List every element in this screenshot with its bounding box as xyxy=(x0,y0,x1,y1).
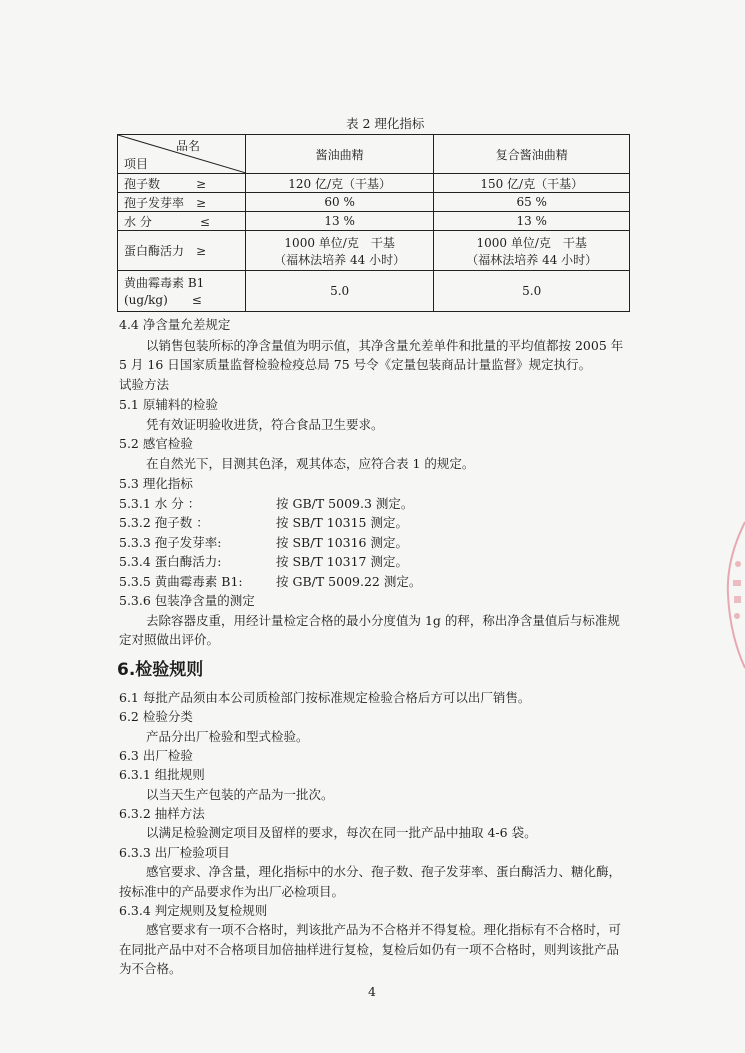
section-heading: 6.2 检验分类 xyxy=(119,709,193,724)
section-heading: 5.3 理化指标 xyxy=(119,476,193,491)
method-value: 按 GB/T 5009.3 测定。 xyxy=(276,496,414,511)
method-value: 按 GB/T 5009.22 测定。 xyxy=(276,574,422,589)
table-cell: 120 亿/克（干基） xyxy=(245,174,434,193)
cell-line: 1000 单位/克 干基 xyxy=(476,235,587,250)
method-key: 5.3.4 蛋白酶活力: xyxy=(119,554,222,569)
section-heading: 6.3.2 抽样方法 xyxy=(119,806,205,821)
section-heading: 试验方法 xyxy=(119,377,170,392)
col-header-1: 酱油曲精 xyxy=(245,135,434,174)
section-heading: 5.3.6 包装净含量的测定 xyxy=(119,593,255,608)
paragraph-line: 产品分出厂检验和型式检验。 xyxy=(146,729,309,744)
section-heading: 5.1 原辅料的检验 xyxy=(119,397,218,412)
paragraph-line: 以当天生产包装的产品为一批次。 xyxy=(146,787,334,802)
paragraph-line: 在自然光下，目测其色泽，观其体态，应符合表 1 的规定。 xyxy=(146,456,475,471)
paragraph-line: 5 月 16 日国家质量监督检验检疫总局 75 号令《定量包装商品计量监督》规定执行。 xyxy=(119,357,592,372)
method-value: 按 SB/T 10317 测定。 xyxy=(276,554,408,569)
section-heading: 6.3.4 判定规则及复检规则 xyxy=(119,903,268,918)
col-header-2: 复合酱油曲精 xyxy=(434,135,630,174)
page-number: 4 xyxy=(368,984,376,999)
diag-bottom-label: 项目 xyxy=(124,157,149,171)
method-value: 按 SB/T 10315 测定。 xyxy=(276,515,408,530)
paragraph-line: 定对照做出评价。 xyxy=(119,632,220,647)
table-cell: 150 亿/克（干基） xyxy=(434,174,630,193)
section-heading: 6.3 出厂检验 xyxy=(119,748,193,763)
paragraph-line: 去除容器皮重，用经计量检定合格的最小分度值为 1g 的秤，称出净含量值后与标准规 xyxy=(146,613,620,628)
table-cell xyxy=(434,231,630,271)
row-label-line: (ug/kg) ≤ xyxy=(124,293,202,307)
cell-line: （福林法培养 44 小时） xyxy=(466,252,598,267)
paragraph-line: 为不合格。 xyxy=(119,961,182,976)
seal-stamp-fragment xyxy=(722,520,745,670)
chapter-heading: 6.检验规则 xyxy=(117,660,204,680)
method-key: 5.3.5 黄曲霉毒素 B1: xyxy=(119,574,243,589)
paragraph-line: 感官要求、净含量，理化指标中的水分、孢子数、孢子发芽率、蛋白酶活力、糖化酶， xyxy=(146,864,622,879)
table-cell: 13 % xyxy=(245,212,434,231)
method-value: 按 SB/T 10316 测定。 xyxy=(276,535,408,550)
method-key: 5.3.1 水 分 ： xyxy=(119,496,201,511)
section-heading: 6.3.3 出厂检验项目 xyxy=(119,845,230,860)
table-cell: 65 % xyxy=(434,193,630,212)
method-key: 5.3.2 孢子数 ： xyxy=(119,515,209,530)
row-label: 蛋白酶活力 ≥ xyxy=(118,231,246,271)
row-label: 孢子数 ≥ xyxy=(118,174,246,193)
paragraph-line: 在同批产品中对不合格项目加倍抽样进行复检，复检后如仍有一项不合格时，则判该批产品 xyxy=(119,942,620,957)
row-label-line: 黄曲霉毒素 B1 xyxy=(124,276,205,290)
cell-line: （福林法培养 44 小时） xyxy=(274,252,406,267)
section-heading: 6.3.1 组批规则 xyxy=(119,767,205,782)
table-cell xyxy=(245,231,434,271)
method-key: 5.3.3 孢子发芽率: xyxy=(119,535,222,550)
row-label: 水 分 ≤ xyxy=(118,212,246,231)
section-heading: 4.4 净含量允差规定 xyxy=(119,317,231,332)
cell-line: 1000 单位/克 干基 xyxy=(284,235,395,250)
section-line: 6.1 每批产品须由本公司质检部门按标准规定检验合格后方可以出厂销售。 xyxy=(119,690,531,705)
diag-top-label: 品名 xyxy=(176,139,201,153)
table-diagonal-header xyxy=(118,135,246,174)
paragraph-line: 感官要求有一项不合格时，判该批产品为不合格并不得复检。理化指标有不合格时，可 xyxy=(146,922,622,937)
table-cell: 5.0 xyxy=(245,271,434,312)
section-heading: 5.2 感官检验 xyxy=(119,436,193,451)
table-cell: 60 % xyxy=(245,193,434,212)
row-label xyxy=(118,271,246,312)
paragraph-line: 按标准中的产品要求作为出厂必检项目。 xyxy=(119,884,345,899)
physicochemical-table xyxy=(117,134,630,312)
table-cell: 13 % xyxy=(434,212,630,231)
table-cell: 5.0 xyxy=(434,271,630,312)
row-label: 孢子发芽率 ≥ xyxy=(118,193,246,212)
paragraph-line: 以销售包装所标的净含量值为明示值，其净含量允差单件和批量的平均值都按 2005 年 xyxy=(146,338,624,353)
table-caption: 表 2 理化指标 xyxy=(346,116,425,131)
paragraph-line: 凭有效证明验收进货，符合食品卫生要求。 xyxy=(146,417,384,432)
paragraph-line: 以满足检验测定项目及留样的要求，每次在同一批产品中抽取 4-6 袋。 xyxy=(146,825,537,840)
